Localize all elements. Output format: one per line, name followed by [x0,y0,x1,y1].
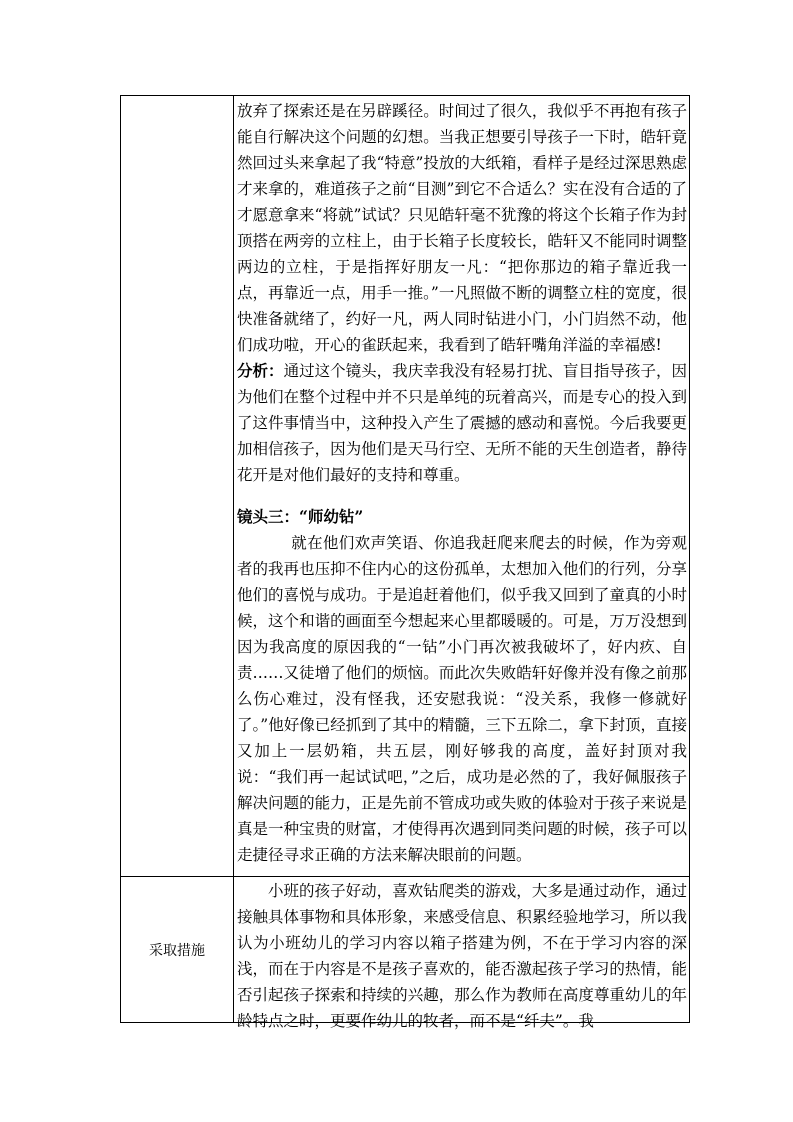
analysis-paragraph [237,358,687,488]
observation-table [120,95,690,1030]
paragraph-scene2-continued: 放弃了探索还是在另辟蹊径。时间过了很久，我似乎不再抱有孩子能自行解决这个问题的幻想。当我正想要引导孩子一下时，皓轩竟然回过头来拿起了我“特意”投放的大纸箱，看样子是经过深思熟虑才来拿的，难道孩子之前“目测”到它不合适么？实在没有合适的了才愿意拿来“将就”试试？只见皓轩毫不犹豫的将这个长箱子作为封顶搭在两旁的立柱上，由于长箱子长度较长，皓轩又不能同时调整两边的立柱，于是指挥好朋友一凡：“把你那边的箱子靠近我一点，再靠近一点，用手一推。”一凡照做不断的调整立柱的宽度，很快准备就绪了，约好一凡，两人同时钻进小门，小门岿然不动，他们成功啦，开心的雀跃起来，我看到了皓轩嘴角洋溢的幸福感! [237,102,687,354]
table-row-observation [121,96,689,877]
spacer [237,488,687,504]
scene3-heading: 镜头三：“师幼钻” [237,507,364,526]
analysis-label: 分析： [237,361,284,380]
row-label-measures: 采取措施 [149,943,205,959]
paragraph-scene3: 就在他们欢声笑语、你追我赶爬来爬去的时候，作为旁观者的我再也压抑不住内心的这份孤单，太想加入他们的行列，分享他们的喜悦与成功。于是追赶着他们，似乎我又回到了童真的小时候，这个和谐的画面至今想起来心里都暖暖的。可是，万万没想到因为我高度的原因我的“一钻”小门再次被我破坏了，好内疚、自责……又徒增了他们的烦恼。而此次失败皓轩好像并没有像之前那么伤心难过，没有怪我，还安慰我说：“没关系，我修一修就好了。”他好像已经抓到了其中的精髓，三下五除二，拿下封顶，直接又加上一层奶箱，共五层，刚好够我的高度，盖好封顶对我说：“我们再一起试试吧，”之后，成功是必然的了，我好佩服孩子解决问题的能力，正是先前不管成功或失败的体验对于孩子来说是真是一种宝贵的财富，才使得再次遇到同类问题的时候，孩子可以走捷径寻求正确的方法来解决眼前的问题。 [237,534,687,864]
observation-content [237,98,687,868]
paragraph-measures: 小班的孩子好动，喜欢钻爬类的游戏，大多是通过动作，通过接触具体事物和具体形象，来感受信息、积累经验地学习，所以我认为小班幼儿的学习内容以箱子搭建为例，不在于学习内容的深浅，而在于内容是不是孩子喜欢的，能否激起孩子学习的热情，能否引起孩子探索和持续的兴趣，那么作为教师在高度尊重幼儿的年龄特点之时，更要作幼儿的牧者，而不是“纤夫”。我 [237,882,687,1030]
table-row-measures [121,876,689,1030]
analysis-text: 通过这个镜头，我庆幸我没有轻易打扰、盲目指导孩子，因为他们在整个过程中并不只是单纯的玩着高兴，而是专心的投入到了这件事情当中，这种投入产生了震撼的感动和喜悦。今后我要更加相信孩子，因为他们是天马行空、无所不能的天生创造者，静待花开是对他们最好的支持和尊重。 [237,362,687,484]
measures-content [237,878,687,1034]
